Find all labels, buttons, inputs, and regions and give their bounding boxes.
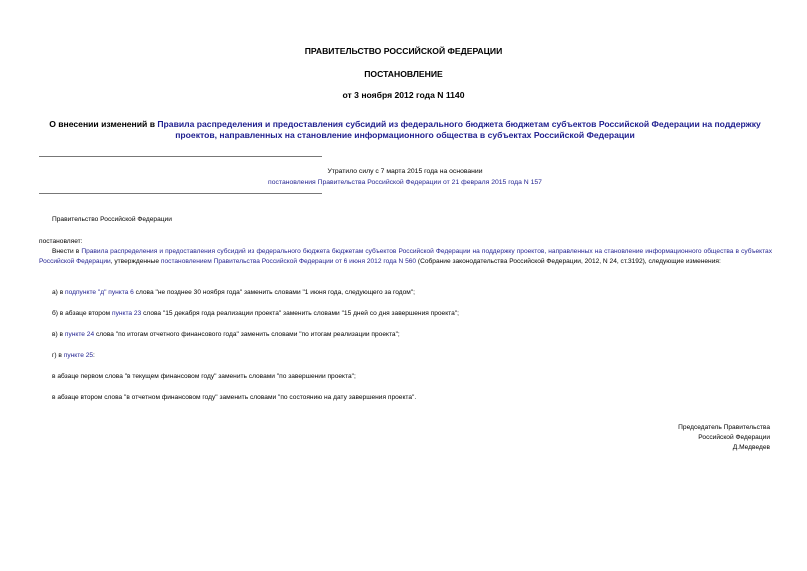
repeal-decree-link[interactable]: постановления Правительства Российской Федерации от 21 февраля 2015 года N 157 xyxy=(268,179,542,186)
intro-text-1: Внести в xyxy=(52,248,82,255)
resolves-label: постановляет: xyxy=(39,238,83,245)
intro-text-3: (Собрание законодательства Российской Федерации, 2012, N 24, ст.3192), следующие изменения: xyxy=(416,258,721,265)
title-rules-link[interactable]: Правила распределения и предоставления субсидий из федерального бюджета бюджетам субъектов Российской Федерации на поддержку проектов, направленных на становление информационного общества в субъектах Российской Федерации xyxy=(157,119,761,140)
decree-560-link[interactable]: постановлением Правительства Российской Федерации от 6 июня 2012 года N 560 xyxy=(160,258,417,265)
item-c-text-1: в) в xyxy=(52,331,65,338)
item-c-text-2: слова "по итогам отчетного финансового года" заменить словами "по итогам реализации проекта"; xyxy=(94,331,400,338)
divider-bottom xyxy=(39,193,322,194)
item-a-link[interactable]: подпункте "д" пункта 6 xyxy=(65,289,134,296)
document-date: от 3 ноября 2012 года N 1140 xyxy=(342,90,465,100)
item-b-link[interactable]: пункта 23 xyxy=(112,310,142,317)
amendment-item-d xyxy=(52,351,772,361)
item-b-text-1: б) в абзаце втором xyxy=(52,310,113,317)
item-d-text-1: г) в xyxy=(52,352,64,359)
divider-top xyxy=(39,156,322,157)
item-a-text-1: а) в xyxy=(52,289,66,296)
item-d-link[interactable]: пункте 25 xyxy=(63,352,94,359)
title-prefix: О внесении изменений в xyxy=(49,119,158,129)
repeal-notice-text: Утратило силу с 7 марта 2015 года на основании xyxy=(327,168,483,175)
document-title xyxy=(40,119,770,141)
intro-rules-link[interactable]: Правила распределения и предоставления субсидий из федерального бюджета бюджетам субъектов Российской Федерации на поддержку проектов, направленных на становление информационного общества в субъектах Российской Федерации xyxy=(39,248,772,265)
intro-paragraph xyxy=(39,247,772,267)
item-a-text-2: слова "не позднее 30 ноября года" заменить словами "1 июня года, следующего за годом"; xyxy=(133,289,416,296)
item-d-text-2: : xyxy=(93,352,95,359)
signature-block xyxy=(678,423,770,453)
intro-text-2: , утвержденные xyxy=(110,258,161,265)
amendment-item-b xyxy=(52,309,772,319)
issuing-authority: ПРАВИТЕЛЬСТВО РОССИЙСКОЙ ФЕДЕРАЦИИ xyxy=(304,46,503,56)
repeal-notice xyxy=(165,166,645,188)
amendment-item-d-paragraph-1: в абзаце первом слова "в текущем финансовом году" заменить словами "по завершении проекта"; xyxy=(52,373,356,380)
amendment-item-a xyxy=(52,288,772,298)
item-c-link[interactable]: пункте 24 xyxy=(64,331,95,338)
government-label: Правительство Российской Федерации xyxy=(52,216,172,223)
amendment-item-c xyxy=(52,330,772,340)
item-b-text-2: слова "15 декабря года реализации проекта" заменить словами "15 дней со дня завершения проекта"; xyxy=(141,310,459,317)
signature-name: Д.Медведев xyxy=(732,444,770,451)
signature-position: Председатель Правительства xyxy=(678,424,770,431)
signature-body: Российской Федерации xyxy=(698,434,770,441)
amendment-item-d-paragraph-2: в абзаце втором слова "в отчетном финансовом году" заменить словами "по состоянию на дату завершения проекта". xyxy=(52,394,417,401)
document-type: ПОСТАНОВЛЕНИЕ xyxy=(364,69,443,79)
